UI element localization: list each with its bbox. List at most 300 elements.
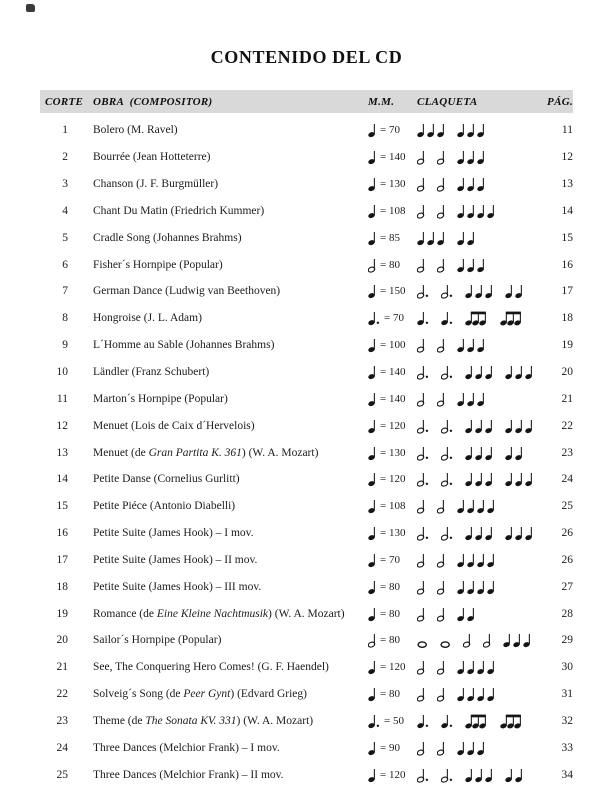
quarter-note-icon [457,337,465,353]
dotted-half-note-icon [441,445,453,461]
beamed-eighth-notes-icon [500,713,523,729]
note-group [465,283,493,299]
quarter-note-icon [368,391,376,407]
quarter-note-icon [475,364,483,380]
quarter-note-icon [525,418,533,434]
quarter-note-icon [475,767,483,783]
quarter-note-icon [368,337,376,353]
table-row [40,117,573,144]
track-number: 9 [62,339,68,352]
count-off-pattern [417,391,547,407]
count-off-pattern [417,552,547,568]
page-number: 23 [561,446,573,459]
dotted-half-note-icon [417,525,429,541]
note-group [417,418,429,434]
track-number: 18 [56,580,68,593]
work-title-segment: Chant Du Matin (Friedrich Kummer) [93,204,265,217]
work-title-segment: German Dance (Ludwig van Beethoven) [93,285,281,298]
half-note-icon [483,632,491,648]
quarter-note-icon [457,203,465,219]
quarter-note-icon [368,364,376,380]
count-off-pattern [417,471,547,487]
work-title-segment: ) (W. A. Mozart) [268,607,345,620]
dotted-half-note-icon [417,445,429,461]
note-group [417,686,425,702]
work-title [68,661,368,673]
half-note-icon [417,337,425,353]
beamed-eighth-notes-icon [500,310,523,326]
work-title-segment: Bolero (M. Ravel) [93,124,178,137]
count-off-pattern [417,525,547,541]
dotted-half-note-icon [441,418,453,434]
page-number: 32 [561,714,573,727]
page-title: CONTENIDO DEL CD [210,47,403,67]
work-title-segment: ) (Edvard Grieg) [230,688,307,701]
quarter-note-icon [437,230,445,246]
half-note-icon [417,740,425,756]
table-row [40,332,573,359]
column-header-pag: PÁG. [547,95,573,108]
quarter-note-icon [477,149,485,165]
metronome-value: = 100 [380,339,406,352]
note-group [441,471,453,487]
note-group [457,579,495,595]
note-group [437,579,445,595]
half-note-icon [437,659,445,675]
page-number: 33 [561,741,573,754]
page-number: 17 [561,285,573,298]
quarter-note-icon [417,230,425,246]
quarter-note-icon [467,740,475,756]
quarter-note-icon [457,740,465,756]
count-off-pattern [417,337,547,353]
quarter-note-icon [467,659,475,675]
quarter-note-icon [437,122,445,138]
note-group [437,686,445,702]
note-group [417,471,429,487]
half-note-icon [417,391,425,407]
table-row [40,627,573,654]
work-title-segment: Menuet (Lois de Caix d´Hervelois) [93,419,255,432]
quarter-note-icon [467,391,475,407]
track-number: 17 [56,553,68,566]
quarter-note-icon [457,606,465,622]
metronome-marking [368,740,417,756]
track-number: 20 [56,634,68,647]
work-title [68,608,368,620]
note-group [457,203,495,219]
page-number: 16 [561,258,573,271]
page-number: 29 [561,634,573,647]
quarter-note-icon [467,552,475,568]
metronome-marking [368,713,417,729]
track-number: 22 [56,688,68,701]
note-group [417,176,425,192]
work-title [68,420,368,432]
count-off-pattern [417,122,547,138]
dotted-quarter-note-icon [417,310,429,326]
metronome-value: = 85 [380,231,400,244]
note-group [417,767,429,783]
work-title-segment: L´Homme au Sable (Johannes Brahms) [93,339,275,352]
note-group [417,310,429,326]
half-note-icon [417,579,425,595]
quarter-note-icon [477,552,485,568]
dotted-quarter-note-icon [441,713,453,729]
table-rows [40,117,573,788]
quarter-note-icon [457,579,465,595]
page-number: 31 [561,688,573,701]
metronome-value: = 108 [380,204,406,217]
note-group [437,176,445,192]
quarter-note-icon [417,122,425,138]
quarter-note-icon [465,471,473,487]
page-number: 18 [561,312,573,325]
metronome-value: = 70 [380,124,400,137]
work-title-segment: Petite Suite (James Hook) – I mov. [93,527,254,540]
track-number: 11 [56,392,68,405]
track-number: 15 [56,500,68,513]
page-number: 25 [561,500,573,513]
half-note-icon [417,498,425,514]
quarter-note-icon [487,552,495,568]
dotted-quarter-note-icon [441,310,453,326]
note-group [457,122,485,138]
work-title [68,312,368,324]
count-off-pattern [417,257,547,273]
beamed-eighth-notes-icon [465,713,488,729]
table-row [40,305,573,332]
quarter-note-icon [505,418,513,434]
half-note-icon [437,740,445,756]
half-note-icon [437,203,445,219]
quarter-note-icon [467,498,475,514]
metronome-marking [368,283,417,299]
half-note-icon [437,391,445,407]
note-group [440,632,451,648]
work-title [68,581,368,593]
table-header-row [40,90,573,113]
work-title-italic-segment: Eine Kleine Nachtmusik [156,607,269,620]
dotted-half-note-icon [417,283,429,299]
beamed-eighth-notes-icon [465,310,488,326]
note-group [437,740,445,756]
note-group [500,310,523,326]
quarter-note-icon [368,283,376,299]
note-group [417,337,425,353]
work-title [68,393,368,405]
note-group [465,445,493,461]
quarter-note-icon [465,283,473,299]
note-group [457,686,495,702]
half-note-icon [368,257,376,273]
page-number: 12 [561,151,573,164]
count-off-pattern [417,203,547,219]
quarter-note-icon [513,632,521,648]
track-number: 25 [56,768,68,781]
work-title [68,715,368,727]
quarter-note-icon [368,606,376,622]
quarter-note-icon [457,498,465,514]
page-number: 34 [561,768,573,781]
metronome-marking [368,257,417,273]
quarter-note-icon [457,686,465,702]
note-group [465,767,493,783]
count-off-pattern [417,579,547,595]
half-note-icon [437,149,445,165]
note-group [441,445,453,461]
quarter-note-icon [515,283,523,299]
quarter-note-icon [523,632,531,648]
note-group [417,283,429,299]
quarter-note-icon [467,230,475,246]
dotted-half-note-icon [441,364,453,380]
quarter-note-icon [477,498,485,514]
track-number: 12 [56,419,68,432]
count-off-pattern [417,659,547,675]
page-number: 21 [561,392,573,405]
table-row [40,547,573,574]
note-group [465,525,493,541]
count-off-pattern [417,686,547,702]
metronome-marking [368,391,417,407]
note-group [441,364,453,380]
half-note-icon [417,686,425,702]
quarter-note-icon [467,203,475,219]
quarter-note-icon [487,203,495,219]
note-group [437,391,445,407]
table-row [40,198,573,225]
quarter-note-icon [515,471,523,487]
table-row [40,171,573,198]
quarter-note-icon [477,740,485,756]
page-number: 30 [561,661,573,674]
column-header-claqueta: CLAQUETA [417,95,478,108]
metronome-marking [368,122,417,138]
metronome-marking [368,498,417,514]
metronome-marking [368,606,417,622]
note-group [417,257,425,273]
metronome-marking [368,767,417,783]
metronome-value: = 150 [380,285,406,298]
page-number: 19 [561,339,573,352]
metronome-value: = 140 [380,392,406,405]
table-row [40,681,573,708]
quarter-note-icon [477,391,485,407]
quarter-note-icon [368,471,376,487]
metronome-value: = 80 [380,258,400,271]
quarter-note-icon [487,579,495,595]
table-row [40,734,573,761]
note-group [465,418,493,434]
work-title [68,366,368,378]
table-row [40,224,573,251]
note-group [457,740,485,756]
quarter-note-icon [515,525,523,541]
count-off-pattern [417,176,547,192]
metronome-marking [368,364,417,380]
metronome-marking [368,579,417,595]
note-group [483,632,491,648]
quarter-note-icon [475,471,483,487]
note-group [417,632,428,648]
dotted-half-note-icon [441,283,453,299]
note-group [457,176,485,192]
page-number: 15 [561,231,573,244]
quarter-note-icon [515,767,523,783]
note-group [441,713,453,729]
track-number: 1 [62,124,68,137]
work-title-segment: Menuet (de [93,446,149,459]
table-row [40,761,573,788]
note-group [500,713,523,729]
quarter-note-icon [525,525,533,541]
work-title [68,339,368,351]
note-group [457,391,485,407]
work-title [68,259,368,271]
metronome-marking [368,310,417,326]
quarter-note-icon [515,418,523,434]
count-off-pattern [417,606,547,622]
note-group [505,283,523,299]
table-row [40,493,573,520]
page-number: 13 [561,178,573,191]
half-note-icon [417,552,425,568]
half-note-icon [417,257,425,273]
work-title [68,527,368,539]
count-off-pattern [417,283,547,299]
note-group [505,445,523,461]
table-row [40,439,573,466]
note-group [437,606,445,622]
half-note-icon [437,552,445,568]
dotted-quarter-note-icon [417,713,429,729]
work-title [68,769,368,781]
metronome-marking [368,149,417,165]
quarter-note-icon [477,122,485,138]
count-off-pattern [417,445,547,461]
work-title-segment: Theme (de [93,714,146,727]
count-off-pattern [417,364,547,380]
note-group [417,498,425,514]
quarter-note-icon [427,230,435,246]
quarter-note-icon [368,740,376,756]
note-group [457,552,495,568]
work-title [68,634,368,646]
metronome-marking [368,203,417,219]
quarter-note-icon [465,445,473,461]
work-title [68,447,368,459]
track-number: 14 [56,473,68,486]
half-note-icon [417,659,425,675]
work-title-segment: ) (W. A. Mozart) [241,446,319,459]
metronome-marking [368,176,417,192]
metronome-marking [368,471,417,487]
quarter-note-icon [477,257,485,273]
work-title-segment: Romance (de [93,607,157,620]
table-row [40,278,573,305]
page-number: 28 [561,607,573,620]
work-title [68,205,368,217]
work-title [68,742,368,754]
dotted-half-note-icon [417,767,429,783]
half-note-icon [463,632,471,648]
track-number: 21 [56,661,68,674]
dotted-half-note-icon [441,767,453,783]
count-off-pattern [417,498,547,514]
table-row [40,251,573,278]
note-group [457,149,485,165]
track-number: 2 [62,151,68,164]
page-number: 26 [561,527,573,540]
note-group [417,606,425,622]
work-title [68,232,368,244]
quarter-note-icon [368,176,376,192]
track-number: 13 [56,446,68,459]
quarter-note-icon [485,418,493,434]
quarter-note-icon [457,122,465,138]
note-group [441,525,453,541]
note-group [417,552,425,568]
quarter-note-icon [368,203,376,219]
quarter-note-icon [485,471,493,487]
work-title [68,285,368,297]
note-group [457,257,485,273]
quarter-note-icon [467,686,475,702]
note-group [417,364,429,380]
quarter-note-icon [368,767,376,783]
note-group [457,659,495,675]
page-number: 24 [561,473,573,486]
work-title [68,473,368,485]
half-note-icon [417,176,425,192]
quarter-note-icon [487,686,495,702]
quarter-note-icon [505,364,513,380]
quarter-note-icon [475,283,483,299]
page-number: 26 [561,553,573,566]
quarter-note-icon [477,686,485,702]
quarter-note-icon [487,659,495,675]
half-note-icon [417,606,425,622]
dotted-quarter-note-icon [368,713,380,729]
work-title-segment: ) (W. A. Mozart) [236,714,314,727]
quarter-note-icon [457,176,465,192]
quarter-note-icon [515,364,523,380]
quarter-note-icon [368,525,376,541]
half-note-icon [437,176,445,192]
metronome-value: = 70 [384,312,404,325]
note-group [441,767,453,783]
quarter-note-icon [505,471,513,487]
work-title-segment: Three Dances (Melchior Frank) – II mov. [93,768,284,781]
track-number: 6 [62,258,68,271]
work-title-segment: See, The Conquering Hero Comes! (G. F. Haendel) [93,661,329,674]
quarter-note-icon [525,364,533,380]
table-row [40,520,573,547]
page-number: 20 [561,366,573,379]
note-group [417,579,425,595]
quarter-note-icon [525,471,533,487]
note-group [437,659,445,675]
note-group [417,122,445,138]
page-number: 14 [561,204,573,217]
quarter-note-icon [477,176,485,192]
quarter-note-icon [475,525,483,541]
dotted-half-note-icon [417,418,429,434]
quarter-note-icon [368,579,376,595]
note-group [441,283,453,299]
table-row [40,466,573,493]
